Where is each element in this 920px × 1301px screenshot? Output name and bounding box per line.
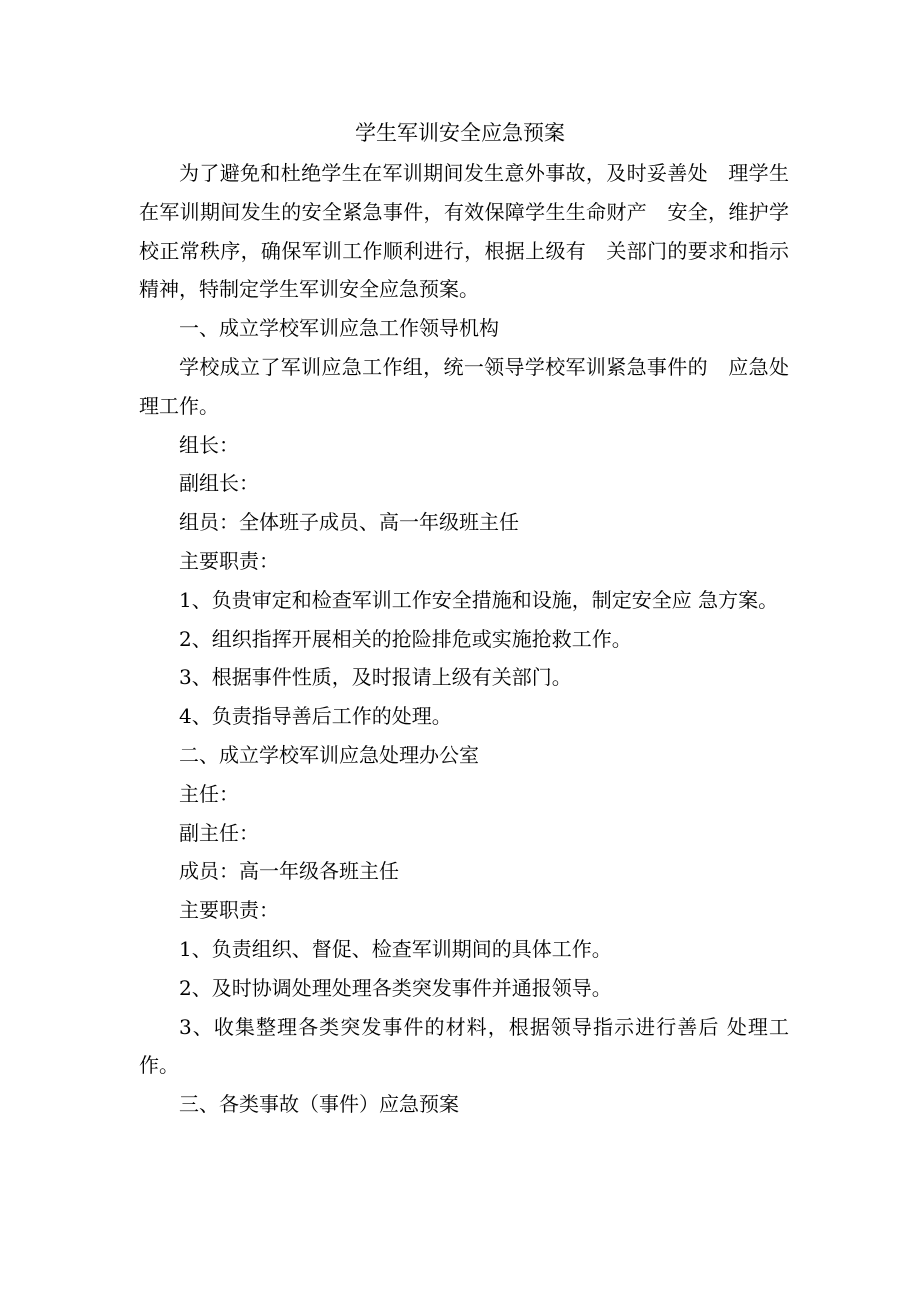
list-item: 副组长： [179,471,259,496]
list-item: 组长： [179,432,239,457]
section-heading-2: 二、成立学校军训应急处理办公室 [179,742,479,767]
intro-paragraph: 为了避免和杜绝学生在军训期间发生意外事故，及时妥善处 理学生在军训期间发生的安全紧急事件，有效保障学生生命财产 安全，维护学校正常秩序，确保军训工作顺利进行，根据上级有 关部门的要求和指示精神，特制定学生军训安全应急预案。 [139,161,789,302]
document-title: 学生军训安全应急预案 [355,121,565,145]
list-item: 3、收集整理各类突发事件的材料，根据领导指示进行善后 处理工作。 [139,1014,789,1078]
list-item: 主任： [179,781,239,806]
list-item: 1、负责组织、督促、检查军训期间的具体工作。 [179,936,612,961]
paragraph: 学校成立了军训应急工作组，统一领导学校军训紧急事件的 应急处理工作。 [139,354,789,418]
list-item: 1、负贵审定和检查军训工作安全措施和设施，制定安全应 急方案。 [179,587,779,612]
list-item: 2、及时协调处理处理各类突发事件并通报领导。 [179,975,612,1000]
list-item: 成员：高一年级各班主任 [179,859,399,884]
list-item: 主要职责： [179,548,279,573]
list-item: 4、负责指导善后工作的处理。 [179,704,452,729]
section-heading-3: 三、各类事故（事件）应急预案 [179,1092,459,1117]
document-body [139,154,789,1124]
section-heading-1: 一、成立学校军训应急工作领导机构 [179,316,499,341]
list-item: 组员：全体班子成员、高一年级班主任 [179,510,519,535]
list-item: 副主任： [179,820,259,845]
list-item: 3、根据事件性质，及时报请上级有关部门。 [179,665,572,690]
list-item: 2、组织指挥开展相关的抢险排危或实施抢救工作。 [179,626,632,651]
list-item: 主要职责： [179,898,279,923]
